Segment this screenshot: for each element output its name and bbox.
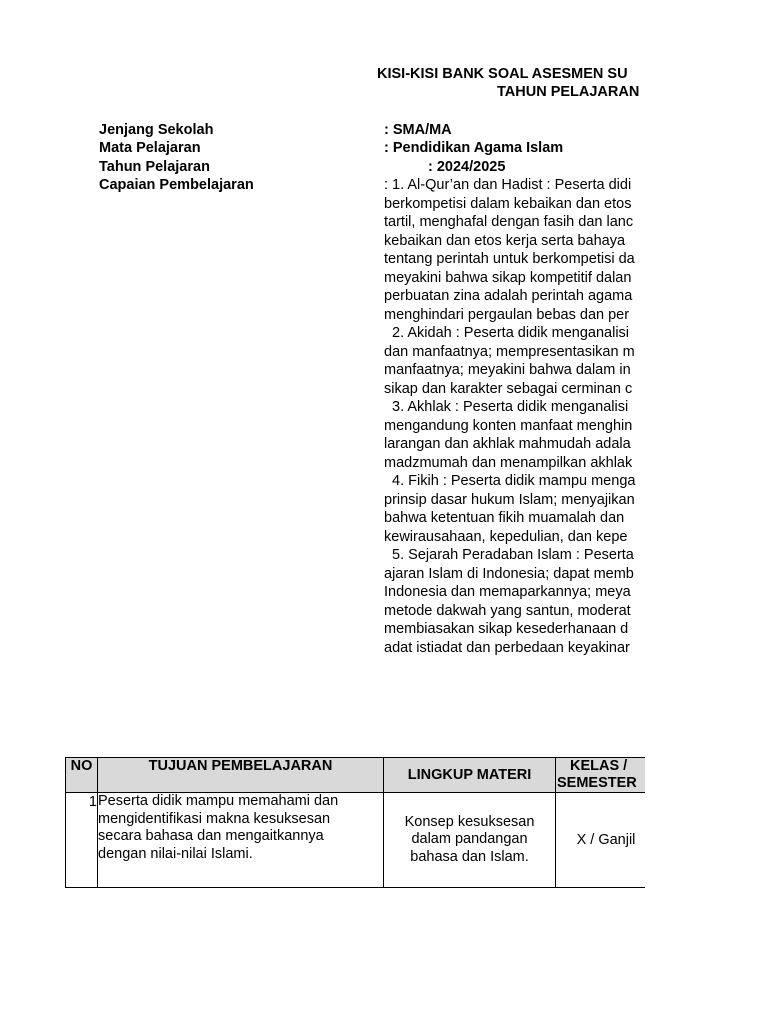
- cell-lingkup-line: dalam pandangan: [411, 831, 528, 848]
- header-kelas-line-1: KELAS /: [570, 758, 628, 774]
- cell-kelas: X / Ganjil: [556, 793, 646, 888]
- jenjang-label: Jenjang Sekolah: [99, 122, 214, 138]
- mapel-value: : Pendidikan Agama Islam: [384, 140, 564, 156]
- table-header-row: [66, 758, 646, 793]
- table-row: [66, 793, 646, 888]
- capaian-line: Indonesia dan memaparkannya; meya: [384, 584, 631, 600]
- capaian-line: perbuatan zina adalah perintah agama: [384, 288, 633, 304]
- kisi-kisi-table: [65, 757, 645, 888]
- capaian-line: tentang perintah untuk berkompetisi da: [384, 251, 635, 267]
- capaian-line: dan manfaatnya; mempresentasikan m: [384, 343, 635, 360]
- capaian-label: Capaian Pembelajaran: [99, 177, 254, 193]
- capaian-line: meyakini bahwa sikap kompetitif dalan: [384, 269, 632, 286]
- capaian-line: : 1. Al-Qur’an dan Hadist : Peserta didi: [384, 177, 632, 193]
- tahun-value: : 2024/2025: [428, 159, 506, 175]
- capaian-line: metode dakwah yang santun, moderat: [384, 602, 631, 619]
- capaian-line: sikap dan karakter sebagai cerminan c: [384, 380, 633, 397]
- cell-tujuan-line: Peserta didik mampu memahami dan: [98, 793, 339, 809]
- capaian-line: berkompetisi dalam kebaikan dan etos: [384, 195, 632, 212]
- jenjang-value: : SMA/MA: [384, 122, 452, 138]
- capaian-line: kewirausahaan, kepedulian, dan kepe: [384, 528, 628, 545]
- document-title-line-2: TAHUN PELAJARAN: [497, 84, 640, 100]
- capaian-line: bahwa ketentuan fikih muamalah dan: [384, 510, 625, 526]
- capaian-line: adat istiadat dan perbedaan keyakinar: [384, 639, 630, 656]
- header-kelas: [556, 758, 646, 793]
- capaian-line: menghindari pergaulan bebas dan per: [384, 306, 630, 323]
- header-lingkup: LINGKUP MATERI: [384, 758, 556, 793]
- capaian-line: 4. Fikih : Peserta didik mampu menga: [384, 473, 636, 489]
- capaian-line: ajaran Islam di Indonesia; dapat memb: [384, 565, 634, 582]
- header-tujuan: TUJUAN PEMBELAJARAN: [98, 758, 384, 793]
- cell-tujuan-line: secara bahasa dan mengaitkannya: [98, 828, 324, 844]
- cell-lingkup: [384, 793, 556, 888]
- capaian-line: kebaikan dan etos kerja serta bahaya: [384, 232, 626, 249]
- tahun-label: Tahun Pelajaran: [99, 159, 210, 175]
- capaian-line: 3. Akhlak : Peserta didik menganalisi: [384, 399, 629, 415]
- mapel-label: Mata Pelajaran: [99, 140, 201, 156]
- cell-lingkup-line: bahasa dan Islam.: [410, 848, 529, 865]
- capaian-line: 5. Sejarah Peradaban Islam : Peserta: [384, 547, 634, 563]
- cell-lingkup-line: Konsep kesuksesan: [404, 813, 535, 830]
- cell-no: 1: [66, 793, 98, 888]
- header-kelas-line-2: SEMESTER: [557, 775, 637, 791]
- capaian-line: larangan dan akhlak mahmudah adala: [384, 436, 631, 452]
- cell-tujuan-line: dengan nilai-nilai Islami.: [98, 845, 253, 862]
- capaian-line: prinsip dasar hukum Islam; menyajikan: [384, 491, 635, 508]
- capaian-line: madzmumah dan menampilkan akhlak: [384, 454, 633, 471]
- header-no: NO: [66, 758, 98, 793]
- capaian-line: mengandung konten manfaat menghin: [384, 417, 633, 434]
- cell-tujuan-line: mengidentifikasi makna kesuksesan: [98, 810, 331, 827]
- capaian-line: membiasakan sikap kesederhanaan d: [384, 621, 629, 637]
- cell-tujuan: [98, 793, 384, 888]
- capaian-line: tartil, menghafal dengan fasih dan lanc: [384, 214, 634, 230]
- document-title-line-1: KISI-KISI BANK SOAL ASESMEN SU: [377, 66, 628, 82]
- capaian-line: manfaatnya; meyakini bahwa dalam in: [384, 362, 631, 378]
- capaian-line: 2. Akidah : Peserta didik menganalisi: [384, 325, 630, 341]
